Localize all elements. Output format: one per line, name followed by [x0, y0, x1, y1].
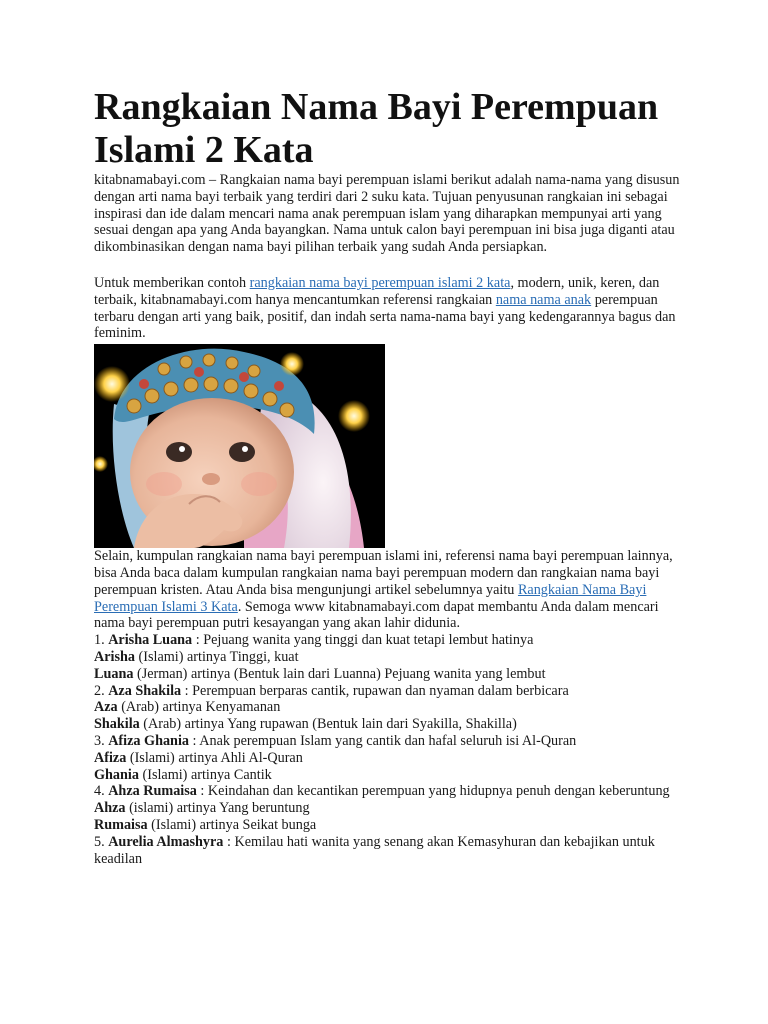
list-item-meaning: (Islami) artinya Seikat bunga [147, 816, 317, 833]
list-item [94, 767, 680, 784]
list-item-name: Ahza [94, 800, 126, 817]
list-item-name: Rumaisa [94, 816, 148, 833]
list-item-meaning: (islami) artinya Yang beruntung [125, 800, 310, 817]
list-item-meaning: : Anak perempuan Islam yang cantik dan hafal seluruh isi Al-Quran [188, 732, 577, 749]
list-item-meaning: (Islami) artinya Cantik [138, 766, 272, 783]
list-item-name: Ahza Rumaisa [108, 783, 197, 800]
list-item [94, 750, 680, 767]
list-item-meaning: : Kemilau hati wanita yang senang akan Kemasyhuran dan kebajikan untuk keadilan [94, 833, 655, 867]
list-item-name: Afiza Ghania [108, 732, 189, 749]
paragraph-2 [94, 275, 680, 342]
name-list [94, 632, 680, 867]
baby-photo [94, 344, 385, 548]
list-item [94, 733, 680, 750]
paragraph-3-text-1: Selain, kumpulan rangkaian nama bayi perempuan islami ini, referensi nama bayi perempuan lainnya, bisa Anda baca dalam kumpulan rangkaian nama bayi perempuan modern dan rangkaian nama bayi perempuan kristen. Atau Anda bisa mengunjungi artikel sebelumnya yaitu [94, 548, 673, 598]
list-item-meaning: (Islami) artinya Tinggi, kuat [135, 648, 299, 665]
list-item-name: Luana [94, 665, 134, 682]
list-item-number: 5. [94, 833, 109, 850]
list-item-name: Aurelia Almashyra [108, 833, 224, 850]
list-item-meaning: (Jerman) artinya (Bentuk lain dari Luanna) Pejuang wanita yang lembut [133, 665, 546, 682]
paragraph-3 [94, 548, 680, 632]
list-item [94, 800, 680, 817]
list-item [94, 649, 680, 666]
list-item-meaning: (Arab) artinya Kenyamanan [117, 699, 281, 716]
list-item [94, 632, 680, 649]
paragraph-3-text-2: . Semoga www kitabnamabayi.com dapat membantu Anda dalam mencari nama bayi perempuan putri kesayangan yang akan lahir didunia. [94, 598, 659, 632]
list-item [94, 716, 680, 733]
list-item-name: Arisha [94, 648, 135, 665]
link-rangkaian-2-kata[interactable]: rangkaian nama bayi perempuan islami 2 kata [249, 274, 511, 291]
page-title: Rangkaian Nama Bayi Perempuan Islami 2 Kata [94, 86, 659, 171]
list-item-name: Shakila [94, 716, 140, 733]
list-item-number: 2. [94, 682, 109, 699]
paragraph-2-text-2: , modern, unik, keren, dan terbaik, kitabnamabayi.com hanya mencantumkan referensi rangkaian [94, 274, 660, 308]
list-item-meaning: : Keindahan dan kecantikan perempuan yang hidupnya penuh dengan keberuntung [196, 783, 670, 800]
list-item-meaning: (Islami) artinya Ahli Al-Quran [126, 749, 303, 766]
list-item-number: 3. [94, 732, 109, 749]
intro-paragraph: kitabnamabayi.com – Rangkaian nama bayi perempuan islami berikut adalah nama-nama yang disusun dengan arti nama bayi terbaik yang terdiri dari 2 suku kata. Tujuan penyusunan rangkaian ini sebagai inspirasi dan ide dalam mencari nama anak perempuan islam yang diharapkan mempunyai arti yang sesuai dengan apa yang Anda bayangkan. Nama untuk calon bayi perempuan ini bisa juga diganti atau dikombinasikan dengan nama bayi pilihan terbaik yang sudah Anda persiapkan. [94, 172, 680, 256]
list-item [94, 683, 680, 700]
list-item-meaning: : Pejuang wanita yang tinggi dan kuat tetapi lembut hatinya [192, 632, 534, 649]
list-item [94, 666, 680, 683]
list-item-meaning: : Perempuan berparas cantik, rupawan dan nyaman dalam berbicara [181, 682, 569, 699]
list-item [94, 783, 680, 800]
list-item [94, 834, 680, 868]
paragraph-2-text-1: Untuk memberikan contoh [94, 274, 250, 291]
list-item-name: Arisha Luana [108, 632, 193, 649]
article [94, 86, 680, 867]
list-item-name: Aza Shakila [108, 682, 182, 699]
baby-photo-illustration [94, 344, 385, 548]
link-nama-nama-anak[interactable]: nama nama anak [495, 291, 592, 308]
link-rangkaian-3-kata[interactable]: Rangkaian Nama Bayi Perempuan Islami 3 Kata [94, 581, 647, 615]
list-item [94, 699, 680, 716]
list-item-name: Afiza [94, 749, 127, 766]
list-item-number: 4. [94, 783, 109, 800]
list-item-name: Ghania [94, 766, 139, 783]
list-item [94, 817, 680, 834]
list-item-name: Aza [94, 699, 118, 716]
paragraph-2-text-3: perempuan terbaru dengan arti yang baik, positif, dan indah serta nama-nama bayi yang kedengarannya bagus dan feminim. [94, 291, 676, 342]
list-item-meaning: (Arab) artinya Yang rupawan (Bentuk lain dari Syakilla, Shakilla) [139, 716, 517, 733]
list-item-number: 1. [94, 632, 109, 649]
